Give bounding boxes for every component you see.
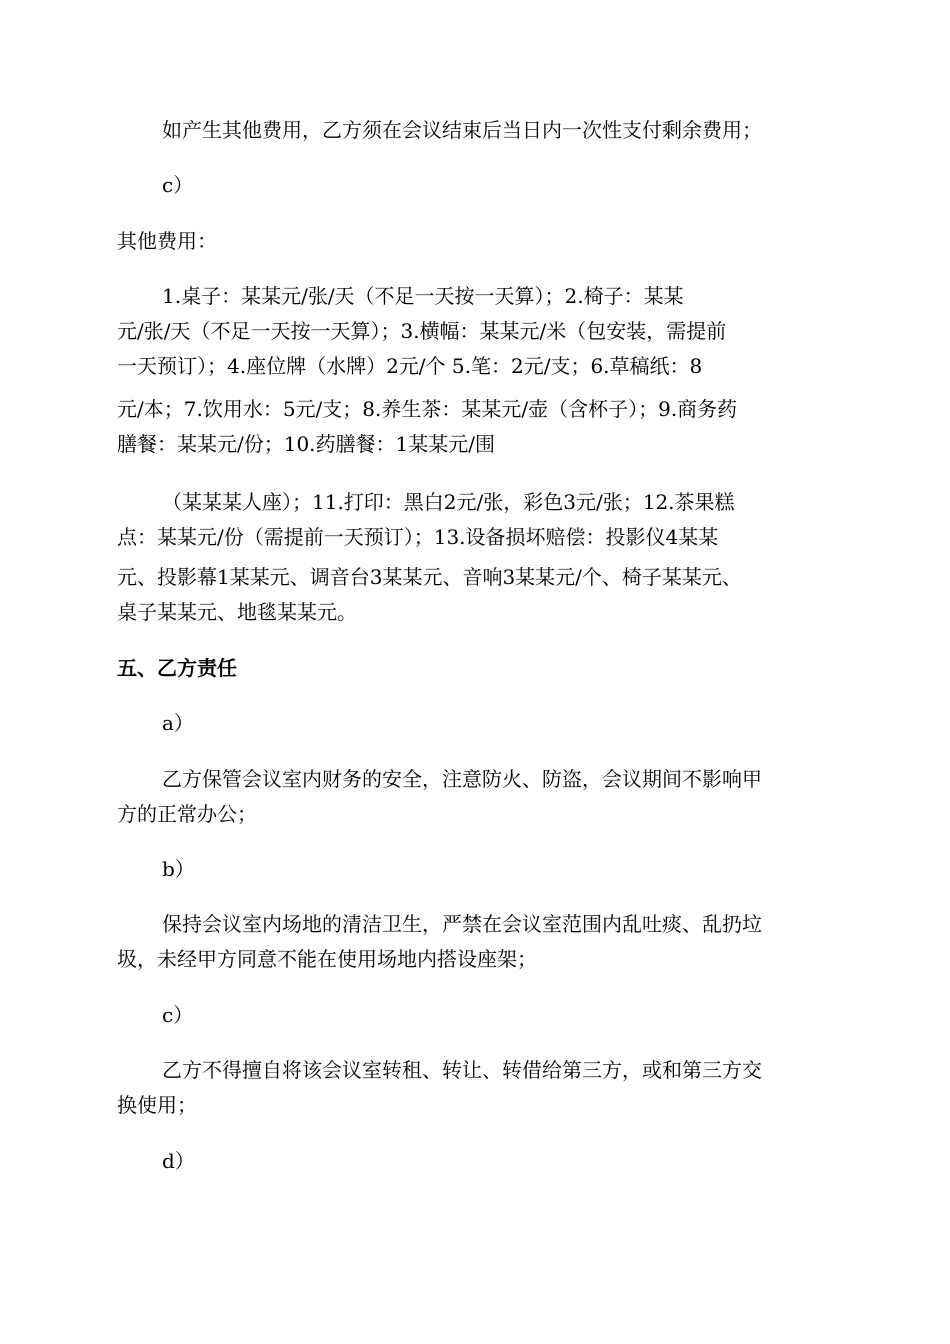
item-c-label: c）: [162, 173, 194, 197]
other-fees-line: 膳餐：某某元/份；10.药膳餐：1某某元/围: [117, 432, 496, 456]
other-fees-line: 一天预订）；4.座位牌（水牌）2元/个 5.笔：2元/支；6.草稿纸：8: [117, 354, 703, 378]
other-fees-line: 1.桌子：某某元/张/天（不足一天按一天算）；2.椅子：某某: [162, 284, 684, 308]
responsibility-a-text: 方的正常办公；: [117, 802, 257, 826]
responsibility-b-text: 圾，未经甲方同意不能在使用场地内搭设座架；: [117, 947, 537, 971]
responsibility-a-text: 乙方保管会议室内财务的安全，注意防火、防盗，会议期间不影响甲: [162, 767, 762, 791]
other-fees-line: 元/本；7.饮用水：5元/支；8.养生茶：某某元/壶（含杯子）；9.商务药: [117, 397, 738, 421]
responsibility-b-text: 保持会议室内场地的清洁卫生，严禁在会议室范围内乱吐痰、乱扔垃: [162, 912, 762, 936]
other-fees-heading: 其他费用：: [117, 229, 217, 253]
other-fees-line-continued: （某某某人座）；11.打印：黑白2元/张，彩色3元/张；12.茶果糕: [162, 490, 735, 514]
responsibility-b-label: b）: [162, 857, 195, 881]
responsibility-c-text: 换使用；: [117, 1093, 197, 1117]
other-fees-line-continued: 点：某某元/份（需提前一天预订）；13.设备损坏赔偿：投影仪4某某: [117, 525, 719, 549]
fee-payment-paragraph: 如产生其他费用，乙方须在会议结束后当日内一次性支付剩余费用；: [162, 118, 762, 142]
responsibility-c-text: 乙方不得擅自将该会议室转租、转让、转借给第三方，或和第三方交: [162, 1058, 762, 1082]
other-fees-line-continued: 桌子某某元、地毯某某元。: [117, 600, 357, 624]
responsibility-d-label: d）: [162, 1149, 195, 1173]
other-fees-line-continued: 元、投影幕1某某元、调音台3某某元、音响3某某元/个、椅子某某元、: [117, 565, 742, 589]
other-fees-line: 元/张/天（不足一天按一天算）；3.横幅：某某元/米（包安装，需提前: [117, 319, 727, 343]
section-five-heading: 五、乙方责任: [117, 656, 237, 680]
responsibility-c-label: c）: [162, 1003, 194, 1027]
responsibility-a-label: a）: [162, 711, 194, 735]
